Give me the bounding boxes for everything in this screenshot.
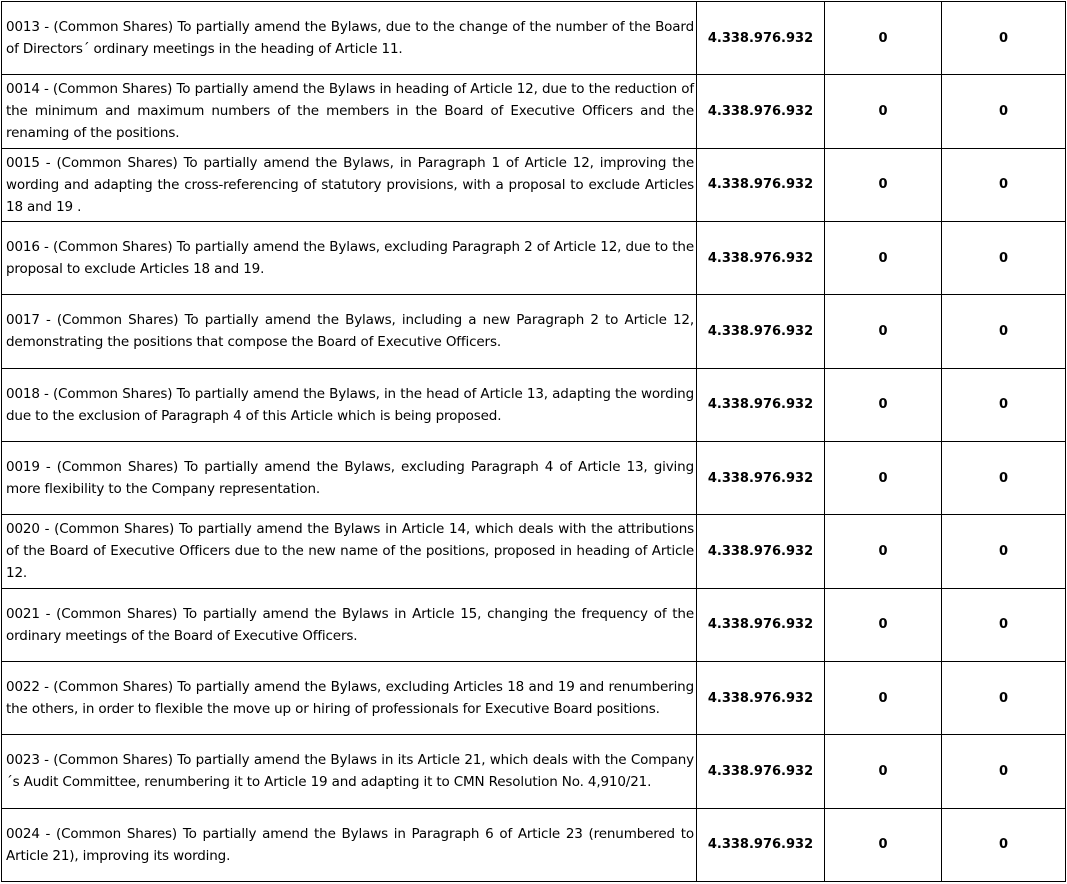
approve-votes: 4.338.976.932	[697, 661, 825, 734]
abstain-votes: 0	[942, 221, 1066, 294]
approve-votes: 4.338.976.932	[697, 368, 825, 441]
reject-votes: 0	[825, 661, 942, 734]
approve-votes: 4.338.976.932	[697, 221, 825, 294]
reject-votes: 0	[825, 735, 942, 808]
table-row	[2, 588, 1066, 661]
resolution-description: 0024 - (Common Shares) To partially amend the Bylaws in Paragraph 6 of Article 23 (renumbered to Article 21), improving its wording.	[2, 808, 697, 881]
reject-votes: 0	[825, 2, 942, 75]
approve-votes: 4.338.976.932	[697, 515, 825, 588]
resolution-description: 0015 - (Common Shares) To partially amend the Bylaws, in Paragraph 1 of Article 12, improving the wording and adapting the cross-referencing of statutory provisions, with a proposal to exclude Articles 18 and 19 .	[2, 148, 697, 221]
reject-votes: 0	[825, 295, 942, 368]
resolution-description: 0019 - (Common Shares) To partially amend the Bylaws, excluding Paragraph 4 of Article 13, giving more flexibility to the Company representation.	[2, 441, 697, 514]
abstain-votes: 0	[942, 368, 1066, 441]
reject-votes: 0	[825, 368, 942, 441]
abstain-votes: 0	[942, 295, 1066, 368]
approve-votes: 4.338.976.932	[697, 2, 825, 75]
abstain-votes: 0	[942, 515, 1066, 588]
reject-votes: 0	[825, 441, 942, 514]
abstain-votes: 0	[942, 661, 1066, 734]
table-row	[2, 148, 1066, 221]
approve-votes: 4.338.976.932	[697, 441, 825, 514]
resolution-description: 0022 - (Common Shares) To partially amend the Bylaws, excluding Articles 18 and 19 and renumbering the others, in order to flexible the move up or hiring of professionals for Executive Board positions.	[2, 661, 697, 734]
abstain-votes: 0	[942, 735, 1066, 808]
abstain-votes: 0	[942, 2, 1066, 75]
resolution-description: 0020 - (Common Shares) To partially amend the Bylaws in Article 14, which deals with the attributions of the Board of Executive Officers due to the new name of the positions, proposed in heading of Article 12.	[2, 515, 697, 588]
voting-results-table	[1, 1, 1066, 882]
reject-votes: 0	[825, 808, 942, 881]
resolution-description: 0014 - (Common Shares) To partially amend the Bylaws in heading of Article 12, due to the reduction of the minimum and maximum numbers of the members in the Board of Executive Officers and the renaming of the positions.	[2, 75, 697, 148]
abstain-votes: 0	[942, 75, 1066, 148]
table-row	[2, 661, 1066, 734]
approve-votes: 4.338.976.932	[697, 75, 825, 148]
resolution-description: 0016 - (Common Shares) To partially amend the Bylaws, excluding Paragraph 2 of Article 12, due to the proposal to exclude Articles 18 and 19.	[2, 221, 697, 294]
abstain-votes: 0	[942, 808, 1066, 881]
table-row	[2, 75, 1066, 148]
abstain-votes: 0	[942, 588, 1066, 661]
table-row	[2, 221, 1066, 294]
resolution-description: 0023 - (Common Shares) To partially amend the Bylaws in its Article 21, which deals with the Company´s Audit Committee, renumbering it to Article 19 and adapting it to CMN Resolution No. 4,910/21.	[2, 735, 697, 808]
table-row	[2, 368, 1066, 441]
resolution-description: 0021 - (Common Shares) To partially amend the Bylaws in Article 15, changing the frequency of the ordinary meetings of the Board of Executive Officers.	[2, 588, 697, 661]
reject-votes: 0	[825, 221, 942, 294]
table-row	[2, 441, 1066, 514]
approve-votes: 4.338.976.932	[697, 588, 825, 661]
table-row	[2, 808, 1066, 881]
approve-votes: 4.338.976.932	[697, 148, 825, 221]
table-row	[2, 735, 1066, 808]
resolution-description: 0018 - (Common Shares) To partially amend the Bylaws, in the head of Article 13, adapting the wording due to the exclusion of Paragraph 4 of this Article which is being proposed.	[2, 368, 697, 441]
abstain-votes: 0	[942, 441, 1066, 514]
table-row	[2, 295, 1066, 368]
reject-votes: 0	[825, 515, 942, 588]
approve-votes: 4.338.976.932	[697, 295, 825, 368]
resolution-description: 0013 - (Common Shares) To partially amend the Bylaws, due to the change of the number of the Board of Directors´ ordinary meetings in the heading of Article 11.	[2, 2, 697, 75]
approve-votes: 4.338.976.932	[697, 735, 825, 808]
approve-votes: 4.338.976.932	[697, 808, 825, 881]
reject-votes: 0	[825, 148, 942, 221]
table-row	[2, 515, 1066, 588]
table-row	[2, 2, 1066, 75]
reject-votes: 0	[825, 75, 942, 148]
reject-votes: 0	[825, 588, 942, 661]
abstain-votes: 0	[942, 148, 1066, 221]
resolution-description: 0017 - (Common Shares) To partially amend the Bylaws, including a new Paragraph 2 to Article 12, demonstrating the positions that compose the Board of Executive Officers.	[2, 295, 697, 368]
